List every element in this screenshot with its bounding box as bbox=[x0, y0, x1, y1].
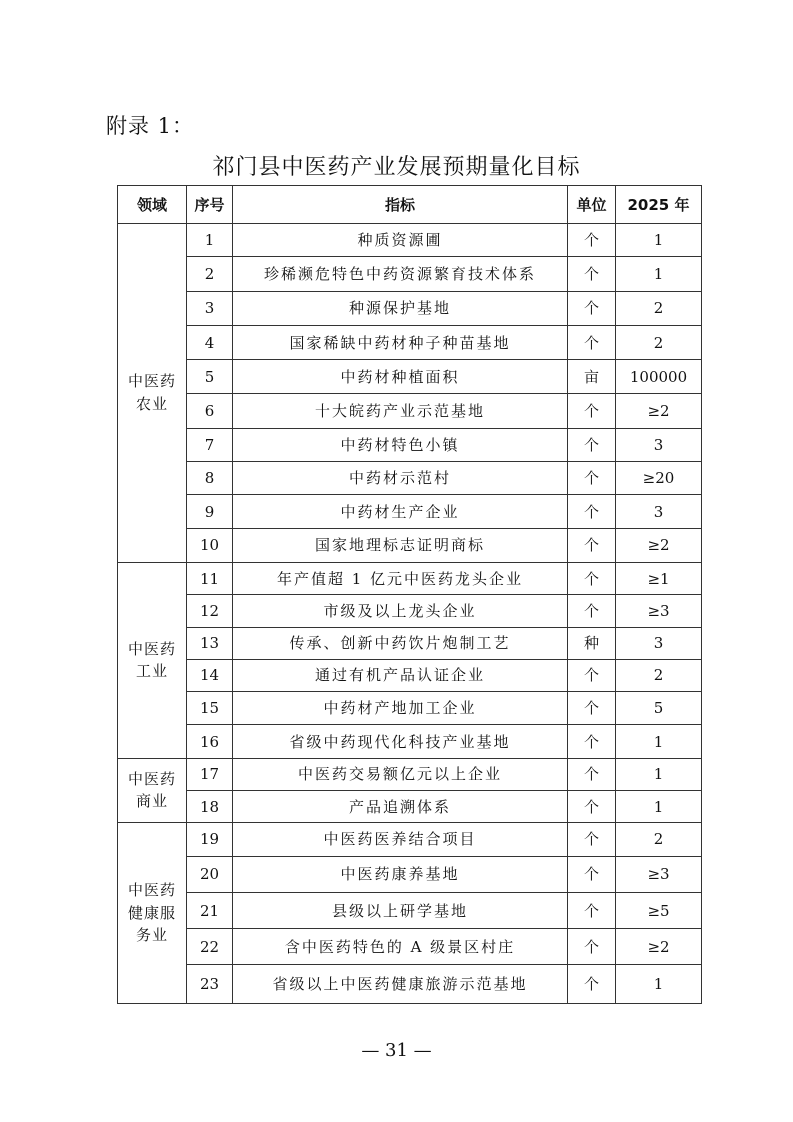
target-cell: 3 bbox=[616, 428, 702, 461]
unit-cell: 个 bbox=[568, 528, 616, 562]
table-row bbox=[118, 224, 702, 257]
unit-cell: 个 bbox=[568, 758, 616, 790]
target-cell: 1 bbox=[616, 224, 702, 257]
indicator-cell: 十大皖药产业示范基地 bbox=[233, 394, 568, 428]
indicator-cell: 县级以上研学基地 bbox=[233, 892, 568, 928]
number-cell: 18 bbox=[187, 790, 233, 822]
target-cell: ≥2 bbox=[616, 394, 702, 428]
indicator-cell: 中药材种植面积 bbox=[233, 360, 568, 394]
unit-cell: 个 bbox=[568, 790, 616, 822]
table-row bbox=[118, 856, 702, 892]
table-row bbox=[118, 562, 702, 594]
unit-cell: 个 bbox=[568, 428, 616, 461]
unit-cell: 个 bbox=[568, 462, 616, 495]
unit-cell: 个 bbox=[568, 725, 616, 758]
indicator-cell: 中医药医养结合项目 bbox=[233, 823, 568, 856]
table-row bbox=[118, 595, 702, 627]
table-row bbox=[118, 692, 702, 725]
target-cell: 1 bbox=[616, 725, 702, 758]
table-row bbox=[118, 428, 702, 461]
table-row bbox=[118, 659, 702, 691]
domain-cell bbox=[118, 224, 187, 563]
indicator-cell: 国家稀缺中药材种子种苗基地 bbox=[233, 325, 568, 359]
domain-name-line: 商业 bbox=[135, 792, 168, 811]
number-cell: 13 bbox=[187, 627, 233, 659]
domain-cell bbox=[118, 758, 187, 823]
unit-cell: 个 bbox=[568, 291, 616, 325]
number-cell: 8 bbox=[187, 462, 233, 495]
number-cell: 11 bbox=[187, 562, 233, 594]
target-cell: 1 bbox=[616, 790, 702, 822]
unit-cell: 个 bbox=[568, 856, 616, 892]
number-cell: 21 bbox=[187, 892, 233, 928]
indicator-cell: 省级中药现代化科技产业基地 bbox=[233, 725, 568, 758]
target-cell: 2 bbox=[616, 823, 702, 856]
unit-cell: 种 bbox=[568, 627, 616, 659]
number-cell: 20 bbox=[187, 856, 233, 892]
indicator-cell: 中药材特色小镇 bbox=[233, 428, 568, 461]
document-title: 祁门县中医药产业发展预期量化目标 bbox=[212, 155, 581, 180]
target-cell: 2 bbox=[616, 291, 702, 325]
targets-table bbox=[117, 185, 702, 1004]
domain-name-line: 中医药 bbox=[127, 372, 176, 391]
header-domain: 领域 bbox=[118, 186, 187, 224]
indicator-cell: 种质资源圃 bbox=[233, 224, 568, 257]
table-row bbox=[118, 528, 702, 562]
number-cell: 6 bbox=[187, 394, 233, 428]
number-cell: 19 bbox=[187, 823, 233, 856]
target-cell: ≥2 bbox=[616, 929, 702, 965]
number-cell: 14 bbox=[187, 659, 233, 691]
unit-cell: 个 bbox=[568, 823, 616, 856]
indicator-cell: 珍稀濒危特色中药资源繁育技术体系 bbox=[233, 257, 568, 291]
domain-name-line: 中医药 bbox=[127, 881, 176, 900]
table-row bbox=[118, 725, 702, 758]
target-cell: ≥2 bbox=[616, 528, 702, 562]
target-cell: 2 bbox=[616, 659, 702, 691]
indicator-cell: 中药材产地加工企业 bbox=[233, 692, 568, 725]
unit-cell: 个 bbox=[568, 965, 616, 1004]
header-unit: 单位 bbox=[568, 186, 616, 224]
table-row bbox=[118, 790, 702, 822]
unit-cell: 个 bbox=[568, 495, 616, 528]
indicator-cell: 种源保护基地 bbox=[233, 291, 568, 325]
target-cell: 3 bbox=[616, 627, 702, 659]
target-cell: 3 bbox=[616, 495, 702, 528]
target-cell: ≥5 bbox=[616, 892, 702, 928]
number-cell: 4 bbox=[187, 325, 233, 359]
number-cell: 17 bbox=[187, 758, 233, 790]
domain-name-line: 农业 bbox=[135, 394, 168, 413]
domain-name-line: 健康服 bbox=[127, 903, 176, 922]
table-row bbox=[118, 394, 702, 428]
indicator-cell: 市级及以上龙头企业 bbox=[233, 595, 568, 627]
unit-cell: 个 bbox=[568, 257, 616, 291]
number-cell: 9 bbox=[187, 495, 233, 528]
indicator-cell: 中药材示范村 bbox=[233, 462, 568, 495]
unit-cell: 个 bbox=[568, 595, 616, 627]
target-cell: ≥1 bbox=[616, 562, 702, 594]
unit-cell: 个 bbox=[568, 394, 616, 428]
indicator-cell: 中医药康养基地 bbox=[233, 856, 568, 892]
target-cell: ≥20 bbox=[616, 462, 702, 495]
unit-cell: 亩 bbox=[568, 360, 616, 394]
domain-name-line: 务业 bbox=[135, 926, 168, 945]
number-cell: 22 bbox=[187, 929, 233, 965]
indicator-cell: 传承、创新中药饮片炮制工艺 bbox=[233, 627, 568, 659]
unit-cell: 个 bbox=[568, 929, 616, 965]
number-cell: 23 bbox=[187, 965, 233, 1004]
indicator-cell: 中药材生产企业 bbox=[233, 495, 568, 528]
domain-name-line: 工业 bbox=[135, 662, 168, 681]
target-cell: 5 bbox=[616, 692, 702, 725]
indicator-cell: 产品追溯体系 bbox=[233, 790, 568, 822]
target-cell: ≥3 bbox=[616, 595, 702, 627]
unit-cell: 个 bbox=[568, 692, 616, 725]
header-target-2025: 2025 年 bbox=[616, 186, 702, 224]
domain-name-line: 中医药 bbox=[127, 639, 176, 658]
table-row bbox=[118, 929, 702, 965]
number-cell: 10 bbox=[187, 528, 233, 562]
header-indicator: 指标 bbox=[233, 186, 568, 224]
header-number: 序号 bbox=[187, 186, 233, 224]
target-cell: 2 bbox=[616, 325, 702, 359]
domain-name-line: 中医药 bbox=[127, 769, 176, 788]
unit-cell: 个 bbox=[568, 325, 616, 359]
target-cell: 1 bbox=[616, 257, 702, 291]
page-number: — 31 — bbox=[361, 1040, 432, 1061]
number-cell: 5 bbox=[187, 360, 233, 394]
domain-cell bbox=[118, 562, 187, 758]
table-header-row bbox=[118, 186, 702, 224]
number-cell: 1 bbox=[187, 224, 233, 257]
unit-cell: 个 bbox=[568, 659, 616, 691]
unit-cell: 个 bbox=[568, 892, 616, 928]
target-cell: 1 bbox=[616, 758, 702, 790]
target-cell: 100000 bbox=[616, 360, 702, 394]
table-row bbox=[118, 462, 702, 495]
number-cell: 7 bbox=[187, 428, 233, 461]
number-cell: 3 bbox=[187, 291, 233, 325]
indicator-cell: 中医药交易额亿元以上企业 bbox=[233, 758, 568, 790]
table-row bbox=[118, 892, 702, 928]
number-cell: 15 bbox=[187, 692, 233, 725]
indicator-cell: 国家地理标志证明商标 bbox=[233, 528, 568, 562]
table-row bbox=[118, 257, 702, 291]
table-row bbox=[118, 823, 702, 856]
number-cell: 16 bbox=[187, 725, 233, 758]
target-cell: ≥3 bbox=[616, 856, 702, 892]
domain-cell bbox=[118, 823, 187, 1004]
unit-cell: 个 bbox=[568, 562, 616, 594]
table-row bbox=[118, 627, 702, 659]
unit-cell: 个 bbox=[568, 224, 616, 257]
table-row bbox=[118, 291, 702, 325]
indicator-cell: 省级以上中医药健康旅游示范基地 bbox=[233, 965, 568, 1004]
table-row bbox=[118, 325, 702, 359]
table-row bbox=[118, 360, 702, 394]
indicator-cell: 年产值超 1 亿元中医药龙头企业 bbox=[233, 562, 568, 594]
number-cell: 2 bbox=[187, 257, 233, 291]
target-cell: 1 bbox=[616, 965, 702, 1004]
indicator-cell: 通过有机产品认证企业 bbox=[233, 659, 568, 691]
number-cell: 12 bbox=[187, 595, 233, 627]
indicator-cell: 含中医药特色的 A 级景区村庄 bbox=[233, 929, 568, 965]
appendix-label: 附录 1： bbox=[106, 114, 195, 138]
table-row bbox=[118, 495, 702, 528]
table-row bbox=[118, 965, 702, 1004]
table-row bbox=[118, 758, 702, 790]
